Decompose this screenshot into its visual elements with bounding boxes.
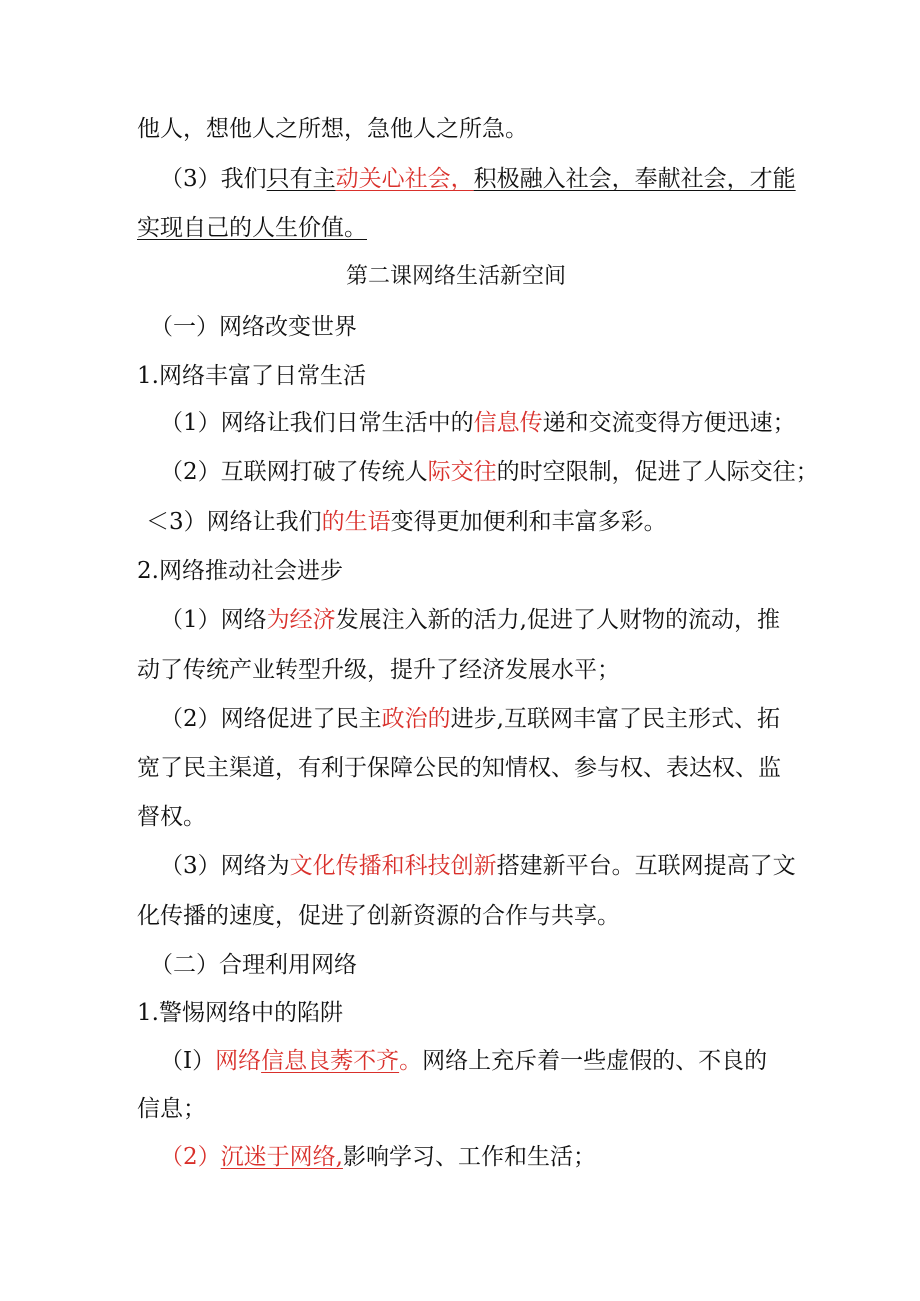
text-segment: （1）网络让我们日常生活中的 [160,410,474,436]
text-segment: 信息； [137,1096,206,1122]
text-line [160,457,819,487]
highlighted-text: 文化传播和科技创新 [289,853,497,879]
text-segment: 化传播的速度，促进了创新资源的合作与共享。 [137,903,620,929]
lesson-title [346,262,566,292]
text-segment: 实现自己的人生价值。 [137,215,367,241]
text-line [137,901,620,931]
text-line [160,851,796,881]
text-line [137,213,367,243]
highlighted-text: 。 [399,1048,423,1074]
text-segment: 影响学习、工作和生活； [342,1144,596,1170]
highlighted-text: 网络 [215,1048,262,1074]
text-segment: 的时空限制，促进了人际交往； [496,459,819,485]
text-segment: 网络上充斥着一些虚假的、不良的 [422,1048,768,1074]
section-heading [150,950,357,980]
highlighted-text: 信息传 [473,410,543,436]
text-segment: （1）网络 [160,607,267,633]
text-segment: 发展注入新的活力,促进了人财物的流动，推 [335,607,780,633]
text-segment: （2）网络促进了民主 [160,706,382,732]
text-line [137,1094,206,1124]
text-line [146,507,667,537]
text-segment: 1.网络丰富了日常生活 [137,363,366,389]
text-line [160,408,796,438]
text-line [137,753,781,783]
text-segment: （2）互联网打破了传统人 [160,459,428,485]
text-line [160,605,780,635]
highlighted-text: 际交往 [427,459,497,485]
text-line [160,1142,596,1172]
highlighted-text: 动关心社会， [335,166,474,192]
text-line [137,114,528,144]
highlighted-text: 沉迷于网络, [220,1144,343,1170]
highlighted-text: 的生语 [321,509,391,535]
text-line [160,1046,767,1076]
text-line [137,802,206,832]
text-segment: （3）网络为 [160,853,290,879]
text-segment: 2.网络推动社会进步 [137,558,343,584]
subsection-heading [137,556,343,586]
text-segment: 变得更加便利和丰富多彩。 [390,509,667,535]
text-segment: （I） [160,1048,216,1074]
text-segment: （3）我们 [160,166,267,192]
text-segment: 督权。 [137,804,206,830]
text-line [160,164,796,194]
subsection-heading [137,361,366,391]
text-segment: （二）合理利用网络 [150,952,357,978]
text-segment: 只有主 [266,166,336,192]
highlighted-text: （2） [160,1144,221,1170]
text-segment: （一）网络改变世界 [150,314,357,340]
highlighted-text: 政治的 [381,706,451,732]
text-segment: 递和交流变得方便迅速； [542,410,796,436]
text-segment: 第二课网络生活新空间 [346,264,567,289]
highlighted-text: 为经济 [266,607,336,633]
text-segment: 1.警惕网络中的陷阱 [137,1000,343,1026]
text-line [160,704,780,734]
text-segment: 动了传统产业转型升级，提升了经济发展水平； [137,657,620,683]
text-segment: 搭建新平台。互联网提高了文 [496,853,796,879]
text-segment: ＜3）网络让我们 [146,509,322,535]
section-heading [150,312,357,342]
text-segment: 积极融入社会，奉献社会，才能 [473,166,796,192]
highlighted-text: 信息良莠不齐 [261,1048,400,1074]
text-segment: 他人，想他人之所想，急他人之所急。 [137,116,528,142]
text-line [137,655,620,685]
subsection-heading [137,998,343,1028]
text-segment: 进步,互联网丰富了民主形式、拓 [450,706,780,732]
text-segment: 宽了民主渠道，有利于保障公民的知情权、参与权、表达权、监 [137,755,781,781]
